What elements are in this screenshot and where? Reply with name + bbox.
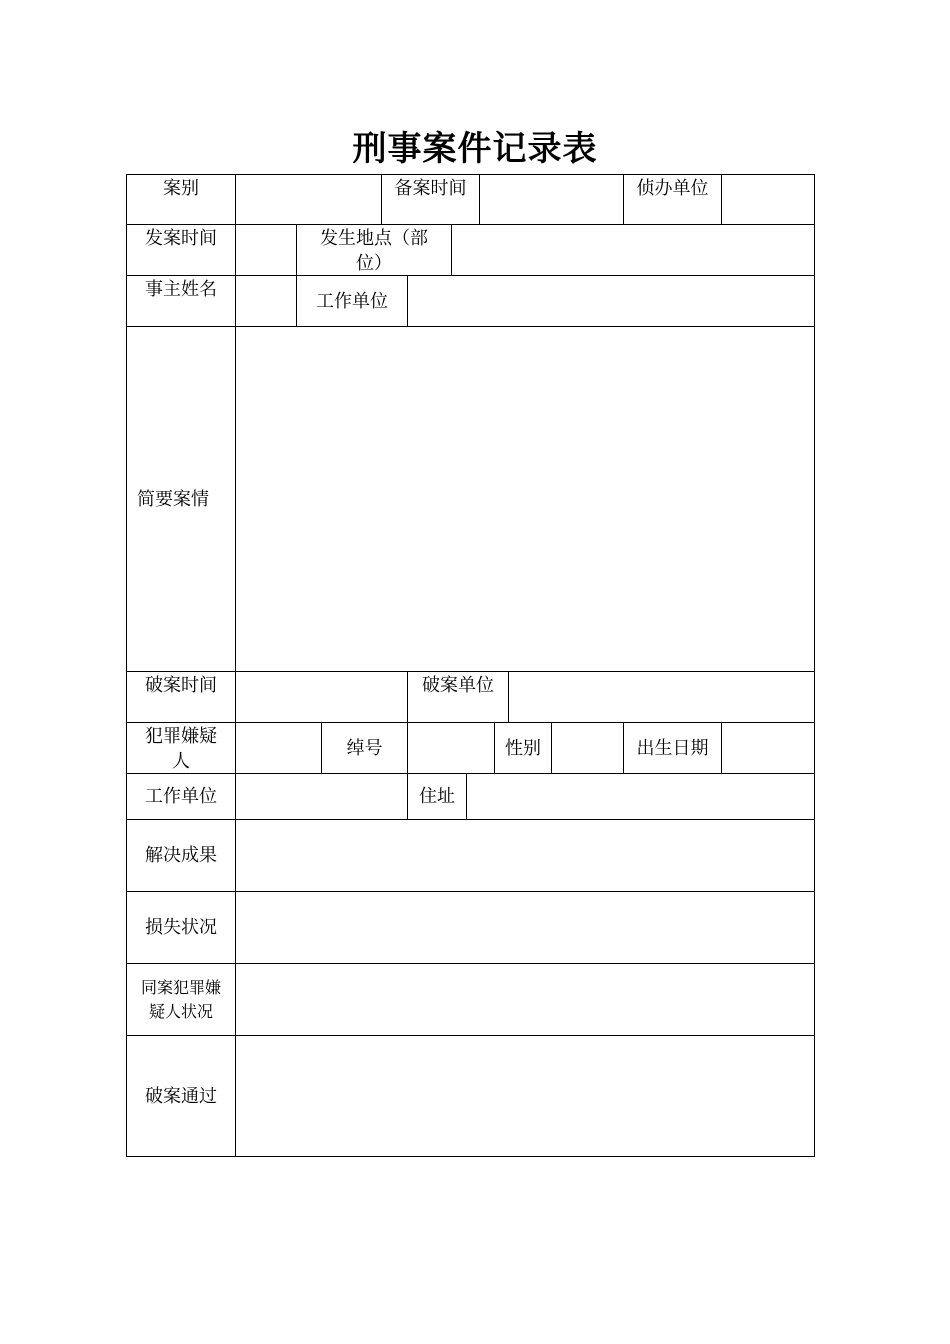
- incident-time-field[interactable]: [236, 225, 297, 276]
- owner-work-unit-field[interactable]: [408, 276, 815, 327]
- investigating-unit-field[interactable]: [722, 174, 815, 225]
- suspect-work-unit-field[interactable]: [236, 774, 408, 820]
- accomplice-label: 同案犯罪嫌 疑人状况: [126, 964, 236, 1036]
- outcome-label: 解决成果: [126, 820, 236, 892]
- investigating-unit-label: 侦办单位: [624, 174, 722, 225]
- outcome-field[interactable]: [236, 820, 815, 892]
- location-field[interactable]: [452, 225, 815, 276]
- incident-time-label: 发案时间: [126, 225, 236, 276]
- suspect-work-unit-label: 工作单位: [126, 774, 236, 820]
- address-field[interactable]: [467, 774, 815, 820]
- location-label: 发生地点（部 位）: [297, 225, 452, 276]
- nickname-field[interactable]: [408, 723, 495, 774]
- solving-process-label: 破案通过: [126, 1036, 236, 1157]
- filing-time-field[interactable]: [480, 174, 624, 225]
- case-type-field[interactable]: [236, 174, 382, 225]
- suspect-field[interactable]: [236, 723, 322, 774]
- loss-label: 损失状况: [126, 892, 236, 964]
- nickname-label: 绰号: [322, 723, 408, 774]
- address-label: 住址: [408, 774, 467, 820]
- summary-label: 简要案情: [126, 327, 236, 672]
- solving-unit-field[interactable]: [509, 672, 815, 723]
- loss-field[interactable]: [236, 892, 815, 964]
- solving-process-field[interactable]: [236, 1036, 815, 1157]
- filing-time-label: 备案时间: [382, 174, 480, 225]
- solved-time-field[interactable]: [236, 672, 408, 723]
- birth-date-field[interactable]: [722, 723, 815, 774]
- case-record-form: [126, 174, 815, 1157]
- birth-date-label: 出生日期: [624, 723, 722, 774]
- solved-time-label: 破案时间: [126, 672, 236, 723]
- gender-label: 性别: [495, 723, 552, 774]
- form-grid: [126, 174, 815, 1157]
- suspect-label: 犯罪嫌疑 人: [126, 723, 236, 774]
- accomplice-field[interactable]: [236, 964, 815, 1036]
- case-type-label: 案别: [126, 174, 236, 225]
- summary-field[interactable]: [236, 327, 815, 672]
- owner-name-field[interactable]: [236, 276, 297, 327]
- gender-field[interactable]: [552, 723, 624, 774]
- owner-name-label: 事主姓名: [126, 276, 236, 327]
- solving-unit-label: 破案单位: [408, 672, 509, 723]
- owner-work-unit-label: 工作单位: [297, 276, 408, 327]
- form-title: 刑事案件记录表: [352, 129, 598, 169]
